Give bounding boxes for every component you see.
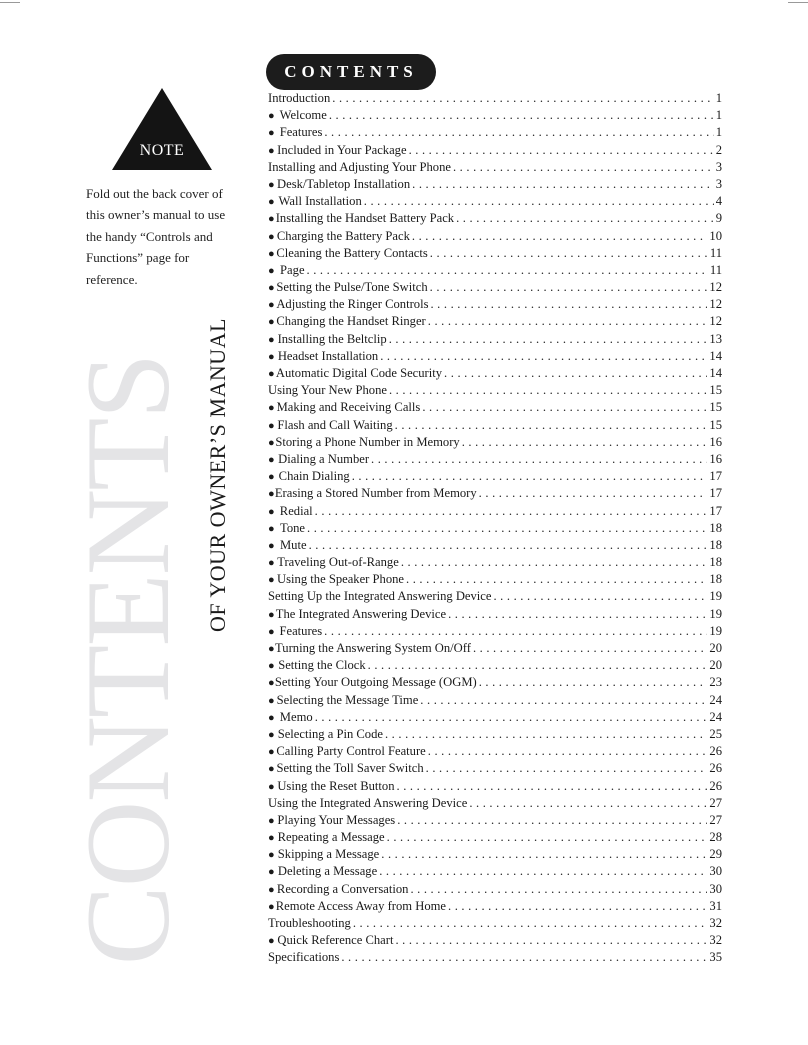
toc-entry-page: 14 [709,348,722,363]
toc-entry-title: Recording a Conversation [276,881,409,896]
bullet-icon: ● [268,660,275,673]
dot-leader [462,434,708,451]
dot-leader [364,193,714,210]
bullet-icon: ● [268,780,275,793]
bullet-icon: ● [268,711,275,724]
bullet-icon: ● [268,677,275,690]
bullet-icon: ● [268,453,275,466]
dot-leader [395,932,707,949]
toc-entry-title: Dialing a Number [278,451,370,466]
toc-entry [268,709,722,726]
dot-leader [428,743,708,760]
toc-entry-title: Automatic Digital Code Security [275,366,443,380]
toc-entry-title: Deleting a Message [277,864,378,879]
dot-leader [387,829,708,846]
toc-entry [268,279,722,296]
dot-leader [401,554,708,571]
bullet-icon: ● [268,643,275,655]
toc-entry-page: 12 [709,280,722,295]
toc-entry-page: 24 [709,692,722,707]
toc-entry-title: Changing the Handset Ringer [276,314,426,329]
bullet-icon: ● [268,436,275,449]
toc-entry-page: 27 [709,812,722,827]
toc-entry-title: Features [279,125,323,140]
toc-entry-page: 11 [709,245,722,260]
toc-entry-title: Tone [280,520,306,535]
dot-leader [397,778,708,795]
dot-leader [329,107,714,124]
toc-entry-page: 26 [709,761,722,776]
toc-entry-title: Using the Reset Button [277,778,395,793]
toc-entry-page: 12 [709,314,722,329]
toc-entry [268,245,722,262]
contents-heading: CONTENTS [266,54,436,90]
dot-leader [324,623,707,640]
toc-entry-title: Welcome [279,108,327,123]
dot-leader [412,228,708,245]
toc-entry [268,313,722,330]
table-of-contents [268,90,722,967]
dot-leader [448,898,707,915]
dot-leader [389,331,708,348]
toc-entry [268,863,722,880]
bullet-icon: ● [268,608,275,621]
toc-entry-page: 17 [709,486,722,501]
bullet-icon: ● [268,763,275,776]
toc-entry-page: 17 [709,503,722,518]
toc-entry [268,932,722,949]
toc-entry-page: 19 [709,623,722,638]
toc-entry [268,193,722,210]
toc-entry-page: 25 [709,726,722,741]
toc-entry-page: 31 [709,898,722,913]
toc-entry [268,228,722,245]
toc-entry-page: 19 [709,589,722,604]
bullet-icon: ● [268,247,275,260]
bullet-icon: ● [268,316,275,329]
toc-entry-title: Turning the Answering System On/Off [275,641,471,655]
bullet-icon: ● [268,832,275,845]
bullet-icon: ● [268,144,275,157]
dot-leader [341,949,707,966]
bullet-icon: ● [268,110,275,123]
toc-entry-title: Using Your New Phone [268,383,387,398]
toc-entry [268,451,722,468]
toc-entry-page: 11 [709,262,722,277]
toc-entry [268,760,722,777]
bullet-icon: ● [268,230,275,243]
bullet-icon: ● [268,935,275,948]
toc-entry-page: 4 [715,194,722,209]
toc-entry-title: Specifications [268,950,340,965]
toc-entry-title: Charging the Battery Pack [276,228,410,243]
toc-entry-title: Playing Your Messages [277,812,396,827]
toc-entry-page: 14 [709,366,722,380]
toc-entry-title: Storing a Phone Number in Memory [275,434,460,449]
dot-leader [353,915,708,932]
bullet-icon: ● [268,299,275,312]
dot-leader [426,760,708,777]
toc-entry-title: Cleaning the Battery Contacts [276,245,428,260]
toc-entry-title: The Integrated Answering Device [275,606,447,621]
dot-leader [352,468,708,485]
bullet-icon: ● [268,350,275,363]
bullet-icon: ● [268,522,275,535]
toc-entry [268,434,722,451]
toc-entry-page: 10 [709,228,722,243]
dot-leader [409,142,714,159]
bullet-icon: ● [268,625,275,638]
toc-entry-page: 3 [715,176,722,191]
toc-entry-page: 27 [709,795,722,810]
toc-entry-page: 20 [709,641,722,655]
toc-entry [268,606,722,623]
dot-leader [422,399,707,416]
bullet-icon: ● [268,728,275,741]
toc-entry [268,949,722,966]
toc-entry [268,365,722,382]
bullet-icon: ● [268,866,275,879]
dot-leader [428,313,708,330]
toc-entry-title: Desk/Tabletop Installation [277,176,411,191]
toc-entry [268,674,722,691]
bullet-icon: ● [268,213,275,226]
toc-entry-page: 32 [709,933,722,948]
toc-entry-page: 1 [715,91,722,105]
note-label: NOTE [139,142,185,159]
toc-entry-page: 18 [709,555,722,570]
dot-leader [368,657,708,674]
toc-entry [268,468,722,485]
bullet-icon: ● [268,419,275,432]
bullet-icon: ● [268,505,275,518]
dot-leader [380,348,707,365]
dot-leader [493,588,707,605]
toc-entry [268,159,722,176]
toc-entry [268,520,722,537]
toc-entry-page: 30 [709,864,722,879]
dot-leader [430,245,708,262]
dot-leader [473,640,707,657]
toc-entry [268,210,722,227]
toc-entry-title: Flash and Call Waiting [277,417,393,432]
toc-entry [268,90,722,107]
dot-leader [456,210,714,227]
dot-leader [430,279,708,296]
toc-entry-title: Setting the Toll Saver Switch [276,761,424,776]
bullet-icon: ● [268,746,275,759]
toc-entry-page: 1 [715,108,722,123]
toc-entry [268,399,722,416]
dot-leader [479,485,708,502]
dot-leader [307,520,707,537]
dot-leader [397,812,707,829]
bullet-icon: ● [268,557,275,570]
dot-leader [406,571,707,588]
toc-entry-page: 16 [709,451,722,466]
toc-entry-title: Setting Up the Integrated Answering Device [268,589,492,604]
toc-entry-title: Features [279,623,323,638]
toc-entry-title: Selecting the Message Time [276,692,419,707]
dot-leader [430,296,707,313]
toc-entry-page: 28 [709,830,722,845]
dot-leader [389,382,707,399]
toc-entry [268,915,722,932]
dot-leader [420,692,707,709]
toc-entry-title: Chain Dialing [278,469,350,484]
toc-entry-page: 30 [709,881,722,896]
toc-entry-page: 15 [709,400,722,415]
toc-entry-title: Troubleshooting [268,916,351,930]
dot-leader [381,846,707,863]
toc-entry-title: Using the Integrated Answering Device [268,795,468,810]
toc-entry-title: Setting the Pulse/Tone Switch [276,280,428,295]
bullet-icon: ● [268,282,275,295]
dot-leader [479,674,708,691]
bullet-icon: ● [268,694,275,707]
toc-entry [268,485,722,502]
dot-leader [453,159,714,176]
toc-entry-title: Adjusting the Ringer Controls [276,297,429,312]
toc-entry-page: 18 [709,520,722,535]
bullet-icon: ● [268,196,275,209]
crop-mark-left [0,2,20,3]
toc-entry [268,331,722,348]
toc-entry-page: 23 [709,675,722,690]
toc-entry-page: 24 [709,709,722,724]
toc-entry [268,124,722,141]
toc-entry-page: 13 [709,331,722,346]
toc-entry-title: Making and Receiving Calls [276,400,421,415]
dot-leader [395,417,708,434]
toc-entry [268,537,722,554]
dot-leader [307,262,708,279]
toc-entry-title: Quick Reference Chart [277,933,394,948]
dot-leader [412,176,714,193]
toc-entry [268,743,722,760]
toc-entry-title: Introduction [268,91,331,105]
toc-entry-title: Page [280,262,305,277]
bullet-icon: ● [268,333,275,346]
toc-entry [268,417,722,434]
toc-entry [268,382,722,399]
toc-entry-title: Included in Your Package [277,142,407,157]
toc-entry [268,692,722,709]
dot-leader [315,503,708,520]
toc-entry [268,881,722,898]
toc-entry-page: 2 [715,142,722,157]
crop-mark-right [788,2,808,3]
bullet-icon: ● [268,539,275,552]
toc-entry-title: Traveling Out-of-Range [277,555,399,570]
toc-entry-title: Installing and Adjusting Your Phone [268,159,451,174]
toc-entry-page: 15 [709,383,722,398]
toc-entry-page: 19 [709,606,722,621]
dot-leader [448,606,707,623]
toc-entry [268,262,722,279]
toc-entry [268,554,722,571]
toc-entry [268,898,722,915]
toc-entry-title: Wall Installation [278,194,362,209]
toc-entry [268,348,722,365]
toc-entry [268,846,722,863]
dot-leader [324,124,713,141]
toc-entry [268,795,722,812]
bullet-icon: ● [268,849,275,862]
toc-entry-title: Installing the Handset Battery Pack [275,211,455,226]
toc-entry-title: Headset Installation [277,348,379,363]
toc-entry [268,176,722,193]
toc-entry-title: Skipping a Message [277,847,380,862]
toc-entry [268,623,722,640]
bullet-icon: ● [268,368,275,380]
bullet-icon: ● [268,900,275,913]
toc-entry-page: 18 [709,572,722,587]
bullet-icon: ● [268,264,275,277]
toc-entry [268,571,722,588]
dot-leader [379,863,707,880]
toc-entry [268,812,722,829]
toc-entry [268,657,722,674]
toc-entry-page: 17 [709,469,722,484]
toc-entry-title: Installing the Beltclip [277,331,387,346]
toc-entry-title: Erasing a Stored Number from Memory [274,486,477,501]
toc-entry [268,142,722,159]
bullet-icon: ● [268,127,275,140]
toc-entry-page: 15 [709,417,722,432]
note-callout [112,88,212,170]
dot-leader [315,709,708,726]
toc-entry [268,829,722,846]
bullet-icon: ● [268,471,275,484]
toc-entry-page: 9 [715,211,722,226]
dot-leader [309,537,708,554]
toc-entry-title: Setting the Clock [278,658,366,673]
toc-entry-page: 26 [709,778,722,793]
dot-leader [332,90,713,107]
bullet-icon: ● [268,488,275,501]
bullet-icon: ● [268,178,275,191]
dot-leader [385,726,707,743]
bullet-icon: ● [268,883,275,896]
vertical-subtitle: OF YOUR OWNER’S MANUAL [205,318,230,632]
toc-entry [268,726,722,743]
toc-entry-page: 12 [709,297,722,312]
toc-entry-page: 20 [709,658,722,673]
toc-entry-page: 3 [715,159,722,174]
bullet-icon: ● [268,574,275,587]
toc-entry-title: Redial [279,503,313,518]
toc-entry [268,107,722,124]
toc-entry-title: Calling Party Control Feature [276,744,426,759]
contents-watermark: CONTENTS [61,354,194,966]
toc-entry-title: Selecting a Pin Code [277,726,383,741]
toc-entry [268,296,722,313]
bullet-icon: ● [268,814,275,827]
toc-entry-page: 1 [715,125,722,140]
toc-entry-page: 16 [709,434,722,449]
dot-leader [410,881,707,898]
dot-leader [444,365,707,382]
toc-entry-page: 29 [709,847,722,862]
toc-entry [268,640,722,657]
toc-entry-page: 18 [709,537,722,552]
toc-entry-title: Repeating a Message [277,830,385,845]
toc-entry-title: Mute [279,537,307,552]
toc-entry-title: Using the Speaker Phone [277,572,405,587]
dot-leader [469,795,707,812]
bullet-icon: ● [268,402,275,415]
toc-entry-title: Setting Your Outgoing Message (OGM) [274,675,477,690]
note-text: Fold out the back cover of this owner’s manual to use the handy “Controls and Functions” page for reference. [86,186,226,287]
dot-leader [371,451,707,468]
toc-entry-page: 26 [709,744,722,759]
toc-entry-title: Remote Access Away from Home [275,898,446,913]
toc-entry-page: 35 [709,950,722,965]
toc-entry-page: 32 [709,916,722,930]
toc-entry [268,588,722,605]
toc-entry-title: Memo [279,709,313,724]
toc-entry [268,778,722,795]
toc-entry [268,503,722,520]
